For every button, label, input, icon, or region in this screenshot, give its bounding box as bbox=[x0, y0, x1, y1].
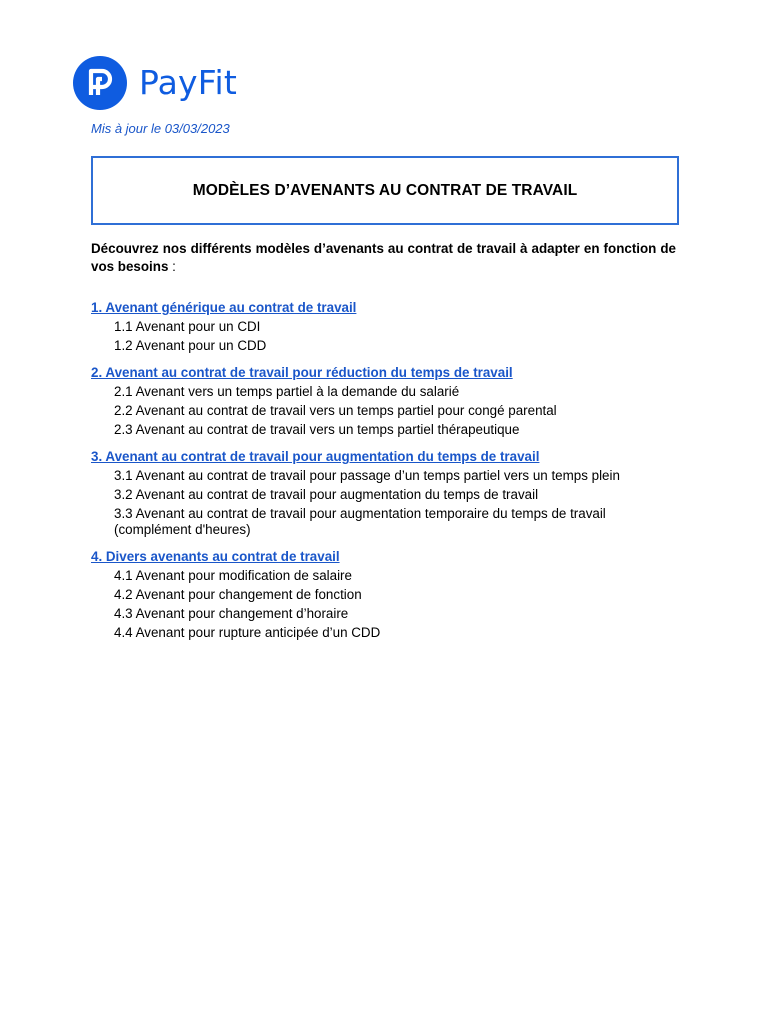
list-item: 1.1 Avenant pour un CDI bbox=[114, 319, 261, 334]
section-link[interactable]: 3. Avenant au contrat de travail pour augmentation du temps de travail bbox=[91, 449, 540, 464]
list-item: 4.2 Avenant pour changement de fonction bbox=[114, 586, 362, 602]
intro-suffix: : bbox=[168, 259, 176, 274]
section-link[interactable]: 2. Avenant au contrat de travail pour réduction du temps de travail bbox=[91, 365, 513, 380]
page-title: MODÈLES D’AVENANTS AU CONTRAT DE TRAVAIL bbox=[192, 181, 578, 199]
intro-bold-text: Découvrez nos différents modèles d’avenants au contrat de travail à adapter en fonction de vos besoins bbox=[91, 241, 676, 274]
table-of-contents bbox=[91, 299, 676, 651]
list-item: 4.4 Avenant pour rupture anticipée d’un CDD bbox=[114, 624, 381, 640]
section-items bbox=[91, 566, 676, 642]
update-date: Mis à jour le 03/03/2023 bbox=[91, 121, 230, 136]
list-item: 2.3 Avenant au contrat de travail vers un temps partiel thérapeutique bbox=[114, 422, 520, 437]
section-items bbox=[91, 382, 676, 439]
list-item: 3.2 Avenant au contrat de travail pour augmentation du temps de travail bbox=[114, 487, 539, 502]
toc-section-4 bbox=[91, 548, 676, 642]
title-box bbox=[91, 156, 679, 225]
list-item: 3.3 Avenant au contrat de travail pour augmentation temporaire du temps de travail (complément d'heures) bbox=[114, 506, 606, 537]
brand-name: PayFit bbox=[139, 63, 238, 102]
list-item: 4.1 Avenant pour modification de salaire bbox=[114, 567, 352, 583]
payfit-logo-icon bbox=[72, 56, 128, 110]
list-item: 2.2 Avenant au contrat de travail vers un temps partiel pour congé parental bbox=[114, 403, 557, 418]
section-items bbox=[91, 466, 676, 539]
section-link[interactable]: 1. Avenant générique au contrat de travail bbox=[91, 300, 357, 315]
payfit-logo bbox=[72, 56, 237, 110]
section-link[interactable]: 4. Divers avenants au contrat de travail bbox=[91, 548, 340, 564]
toc-section-1 bbox=[91, 299, 676, 355]
toc-section-3 bbox=[91, 448, 676, 539]
list-item: 1.2 Avenant pour un CDD bbox=[114, 338, 267, 353]
list-item: 4.3 Avenant pour changement d’horaire bbox=[114, 605, 349, 621]
list-item: 3.1 Avenant au contrat de travail pour passage d’un temps partiel vers un temps plein bbox=[114, 468, 620, 483]
intro-paragraph bbox=[91, 240, 676, 276]
list-item: 2.1 Avenant vers un temps partiel à la demande du salarié bbox=[114, 384, 460, 399]
toc-section-2 bbox=[91, 364, 676, 439]
section-items bbox=[91, 317, 676, 355]
